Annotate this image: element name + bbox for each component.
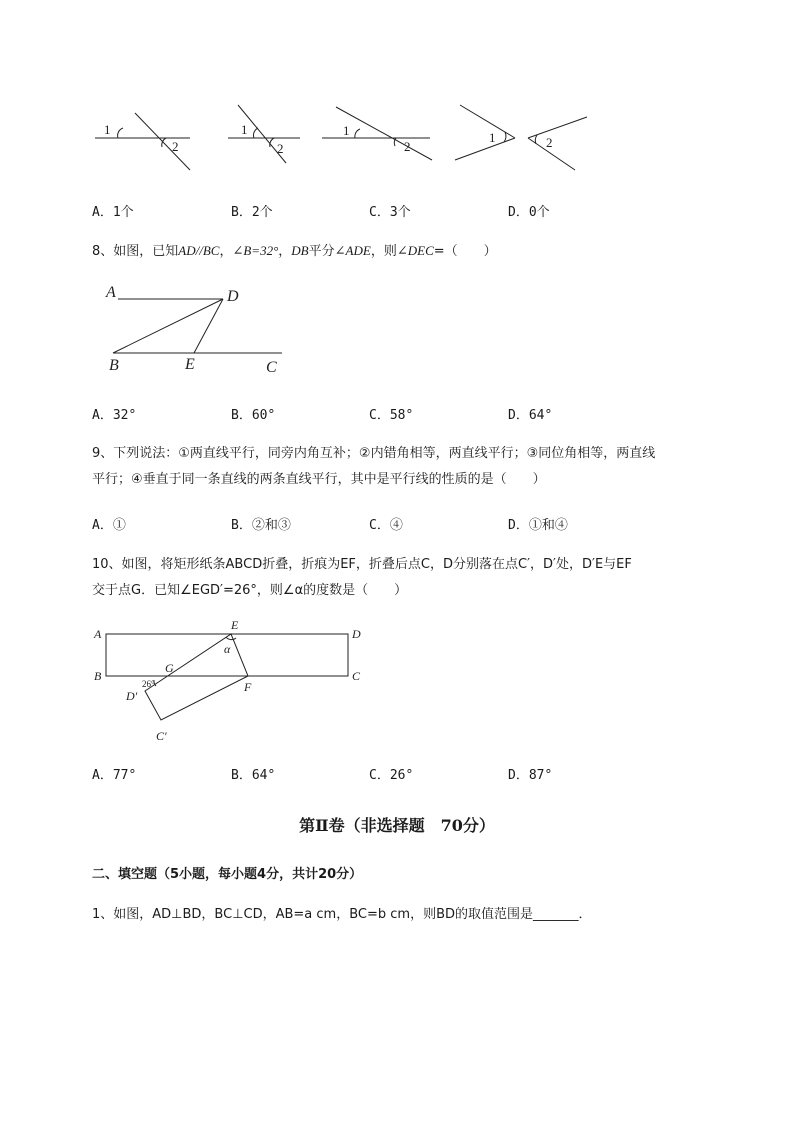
q8-cond5: ∠DEC — [396, 243, 434, 258]
q8-label-a: A — [106, 284, 116, 301]
q9-option-c[interactable]: C．④ — [369, 518, 403, 533]
q8-question — [92, 240, 497, 263]
q10-question-line1: 10、如图，将矩形纸条ABCD折叠，折痕为EF，折叠后点C，D分别落在点C′，D′处，D′E与EF — [92, 557, 632, 572]
q10-label-g: G — [165, 661, 174, 675]
part2-title: 第Ⅱ卷（非选择题 70分） — [299, 816, 495, 835]
q7-fig4-label-1: 1 — [489, 130, 496, 145]
q9-question-line1: 9、下列说法：①两直线平行，同旁内角互补；②内错角相等，两直线平行；③同位角相等，两直线 — [92, 446, 656, 461]
q8-cond4: ∠ADE — [334, 243, 371, 258]
q8-cond1: AD//BC — [178, 243, 220, 258]
q10-figure — [88, 615, 378, 750]
q8-figure — [90, 280, 300, 380]
q8-mid: 平分 — [308, 244, 335, 259]
q10-label-f: F — [244, 680, 252, 694]
q10-angle-label: 26° — [142, 679, 155, 689]
q10-label-alpha: α — [224, 642, 231, 656]
q8-mid2: ，则 — [370, 244, 397, 259]
q10-label-b: B — [94, 669, 102, 683]
q8-label-c: C — [266, 359, 277, 376]
q7-option-c[interactable]: C．3个 — [369, 205, 411, 220]
q9-option-b[interactable]: B．②和③ — [231, 518, 291, 533]
q7-fig4-label-2: 2 — [546, 135, 553, 150]
q7-fig1-label-1: 1 — [104, 122, 111, 137]
q7-option-d[interactable]: D．0个 — [508, 205, 550, 220]
q10-option-a[interactable]: A．77° — [92, 768, 137, 783]
q10-option-d[interactable]: D．87° — [508, 768, 553, 783]
q8-option-b[interactable]: B．60° — [231, 408, 276, 423]
q10-label-cp: C′ — [156, 729, 167, 743]
q7-fig1-label-2: 2 — [172, 139, 179, 154]
q8-option-c[interactable]: C．58° — [369, 408, 414, 423]
q8-cond3: DB — [291, 243, 309, 258]
section-heading-fill-blank: 二、填空题（5小题，每小题4分，共计20分） — [92, 867, 363, 882]
q10-option-b[interactable]: B．64° — [231, 768, 276, 783]
q10-label-dp: D′ — [126, 689, 138, 703]
q8-sep1: ， — [219, 244, 233, 259]
q10-label-e: E — [231, 618, 239, 632]
q10-question-line2: 交于点G．已知∠EGD′=26°，则∠α的度数是（ ） — [92, 583, 408, 598]
q7-fig2-label-1: 1 — [241, 122, 248, 137]
q10-label-a: A — [94, 627, 102, 641]
q9-question-line2: 平行；④垂直于同一条直线的两条直线平行，其中是平行线的性质的是（ ） — [92, 472, 546, 487]
fill-blank-q1: 1、如图，AD⊥BD，BC⊥CD，AB=a cm，BC=b cm，则BD的取值范围是_______． — [92, 907, 592, 922]
q10-label-c: C — [352, 669, 361, 683]
q8-sep2: ， — [278, 244, 292, 259]
q10-label-d: D — [352, 627, 361, 641]
q7-option-b[interactable]: B．2个 — [231, 205, 273, 220]
q8-tail: =（ ） — [433, 244, 497, 259]
q8-option-a[interactable]: A．32° — [92, 408, 137, 423]
q8-label-d: D — [227, 288, 239, 305]
q8-label-e: E — [185, 356, 195, 373]
q8-label-b: B — [109, 357, 119, 374]
q7-figures — [0, 95, 794, 180]
q9-option-a[interactable]: A．① — [92, 518, 126, 533]
q10-option-c[interactable]: C．26° — [369, 768, 414, 783]
q7-fig3-label-2: 2 — [404, 139, 411, 154]
q8-option-d[interactable]: D．64° — [508, 408, 553, 423]
q7-fig2-label-2: 2 — [277, 141, 284, 156]
q8-prefix: 8、如图，已知 — [92, 244, 179, 259]
q7-fig3-label-1: 1 — [343, 123, 350, 138]
q9-option-d[interactable]: D．①和④ — [508, 518, 568, 533]
q7-option-a[interactable]: A．1个 — [92, 205, 134, 220]
q8-cond2: ∠B=32° — [232, 243, 279, 258]
